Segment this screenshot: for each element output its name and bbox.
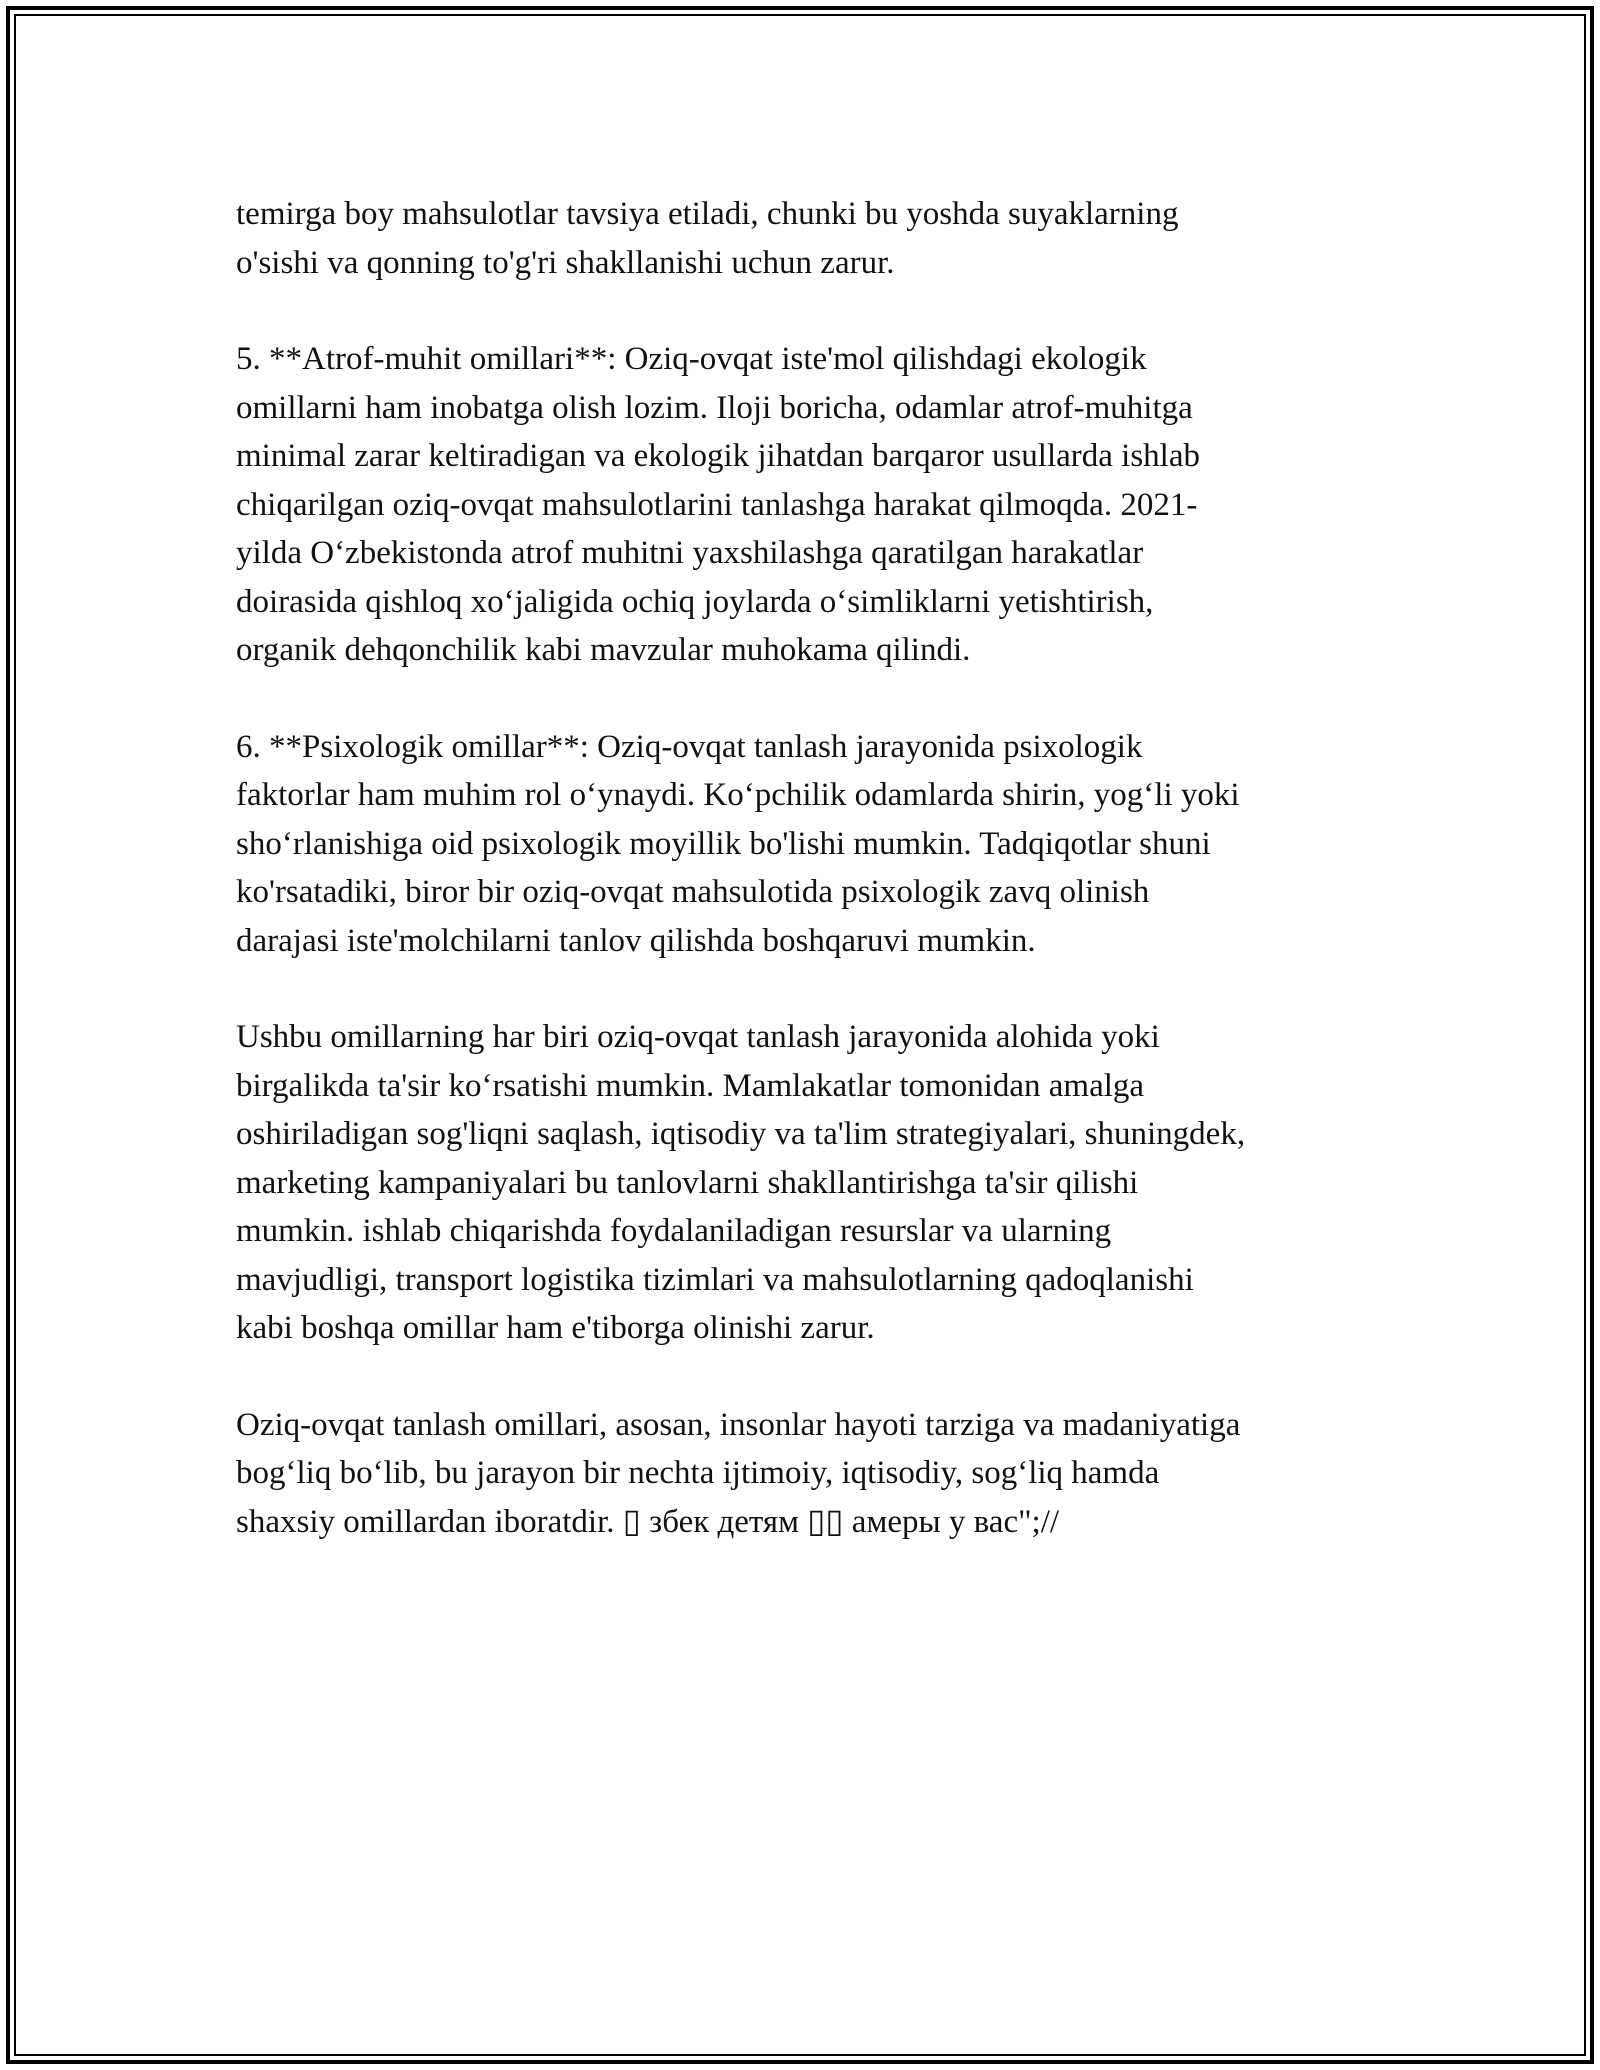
document-body xyxy=(236,190,1366,1594)
paragraph-5: Oziq-ovqat tanlash omillari, asosan, insonlar hayoti tarziga va madaniyatiga bog‘liq bo‘lib, bu jarayon bir nechta ijtimoiy, iqtisodiy, sog‘liq hamda shaxsiy omillardan iboratdir. ▯ збек детям ▯▯ амеры у вас";// xyxy=(236,1406,1241,1540)
paragraph-4: Ushbu omillarning har biri oziq-ovqat tanlash jarayonida alohida yoki birgalikda ta'sir ko‘rsatishi mumkin. Mamlakatlar tomonidan amalga oshiriladigan sog'liqni saqlash, iqtisodiy va ta'lim strategiyalari, shuningdek, marketing kampaniyalari bu tanlovlarni shakllantirishga ta'sir qilishi mumkin. ishlab chiqarishda foydalaniladigan resurslar va ularning mavjudligi, transport logistika tizimlari va mahsulotlarning qadoqlanishi kabi boshqa omillar ham e'tiborga olinishi zarur. xyxy=(236,1019,1246,1346)
paragraph-2: 5. **Atrof-muhit omillari**: Oziq-ovqat iste'mol qilishdagi ekologik omillarni ham inobatga olish lozim. Iloji boricha, odamlar atrof-muhitga minimal zarar keltiradigan va ekologik jihatdan barqaror usullarda ishlab chiqarilgan oziq-ovqat mahsulotlarini tanlashga harakat qilmoqda. 2021- yilda O‘zbekistonda atrof muhitni yaxshilashga qaratilgan harakatlar doirasida qishloq xo‘jaligida ochiq joylarda o‘simliklarni yetishtirish, organik dehqonchilik kabi mavzular muhokama qilindi. xyxy=(236,341,1200,668)
paragraph-3: 6. **Psixologik omillar**: Oziq-ovqat tanlash jarayonida psixologik faktorlar ham muhim rol o‘ynaydi. Ko‘pchilik odamlarda shirin, yog‘li yoki sho‘rlanishiga oid psixologik moyillik bo'lishi mumkin. Tadqiqotlar shuni ko'rsatadiki, biror bir oziq-ovqat mahsulotida psixologik zavq olinish darajasi iste'molchilarni tanlov qilishda boshqaruvi mumkin. xyxy=(236,728,1240,959)
paragraph-1: temirga boy mahsulotlar tavsiya etiladi, chunki bu yoshda suyaklarning o'sishi va qonning to'g'ri shakllanishi uchun zarur. xyxy=(236,196,1179,281)
